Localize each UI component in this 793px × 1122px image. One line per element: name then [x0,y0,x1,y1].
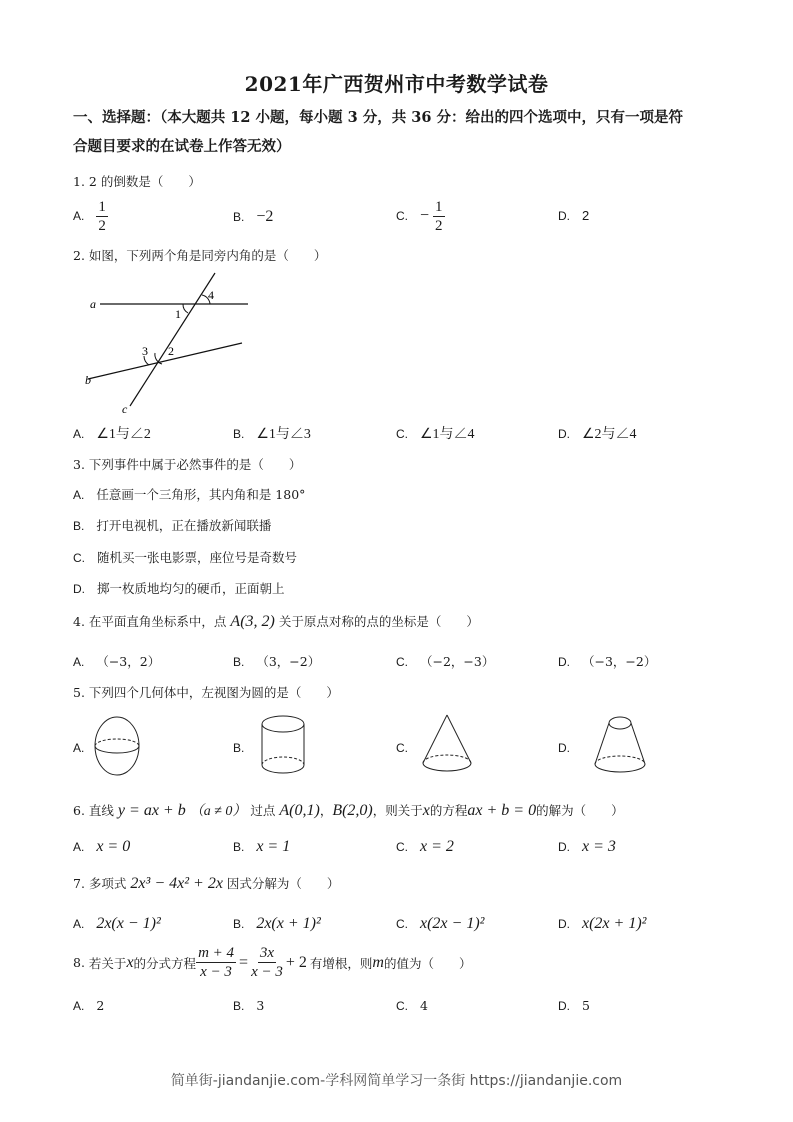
q1-option-a[interactable] [73,198,108,235]
question-text: 的值为（ ） [383,955,472,971]
math-expression: 2x³ − 4x² + 2x [130,875,223,892]
q5-option-d[interactable] [558,740,578,755]
q5-option-a[interactable] [73,740,92,755]
q2-option-d[interactable] [558,423,637,443]
fraction [96,198,108,235]
option-text: （3，−2） [256,654,321,669]
math-condition: （a ≠ 0） [189,804,247,819]
option-label: A. [73,999,85,1013]
option-text: 任意画一个三角形，其内角和是 180° [96,487,306,502]
q4-option-c[interactable] [396,652,494,670]
option-text: （−3，2） [96,654,161,669]
option-label: A. [73,427,85,441]
math-expression: A(3, 2) [230,613,275,630]
question-number: 4. [73,614,85,629]
option-label: C. [396,917,408,931]
plus-term: + 2 [285,953,307,971]
option-text: 随机买一张电影票，座位号是奇数号 [96,550,297,565]
option-label: A. [73,488,85,502]
q3-option-d[interactable] [73,579,285,597]
option-label: B. [233,917,245,931]
option-label: A. [73,840,85,854]
option-label: B. [233,210,245,224]
page-title: 2021年广西贺州市中考数学试卷 [244,72,549,96]
option-label: D. [558,427,570,441]
question-text: 多项式 [88,876,127,891]
question-text: 过点 [250,803,276,818]
label-b: b [85,373,91,387]
option-text: 2 [581,208,590,223]
option-text: （−2，−3） [419,654,495,669]
option-label: D. [558,741,570,755]
question-number: 5. [73,685,85,700]
question-number: 6. [73,803,85,818]
q4-option-d[interactable] [558,652,656,670]
cylinder-icon [258,713,308,777]
option-label: B. [233,999,245,1013]
numerator: m + 4 [198,945,235,961]
option-label: C. [396,741,408,755]
q1-option-d[interactable] [558,208,589,223]
option-label: D. [558,209,570,223]
option-text: ∠1与∠2 [96,427,151,442]
q1-option-b[interactable] [233,208,273,226]
numerator: 1 [98,199,106,215]
q7-option-a[interactable] [73,915,161,933]
option-label: C. [396,840,408,854]
label-angle-2: 2 [168,344,174,358]
fraction-left [196,944,236,981]
line-c [130,273,215,406]
question-text: 的方程 [429,803,468,818]
equals-sign: = [239,953,249,971]
math-variable: x [126,953,134,971]
footer-watermark: 简单街-jiandanjie.com-学科网简单学习一条街 https://jiandanjie.com [170,1073,623,1089]
question-4-stem [73,612,479,631]
q5-option-c[interactable] [396,740,416,755]
option-text: 打开电视机，正在播放新闻联播 [96,518,272,533]
label-angle-3: 3 [142,344,148,358]
option-label: C. [396,999,408,1013]
q7-option-d[interactable] [558,915,646,933]
option-text: x(2x − 1)² [419,915,485,932]
option-label: D. [558,840,570,854]
q4-option-b[interactable] [233,652,320,670]
q3-option-c[interactable] [73,548,297,566]
option-label: A. [73,917,85,931]
option-label: A. [73,741,85,755]
option-text: x = 0 [96,838,131,855]
question-text: 如图，下列两个角是同旁内角的是（ ） [88,248,327,263]
question-number: 1. [73,174,85,189]
question-text: 有增根，则 [309,955,373,971]
q3-option-b[interactable] [73,516,271,534]
question-text: 下列事件中属于必然事件的是（ ） [88,457,302,472]
question-number: 7. [73,876,85,891]
question-text: ，则关于 [372,803,423,818]
question-7-stem [73,874,339,893]
option-text: x = 3 [581,838,616,855]
question-number: 2. [73,248,85,263]
sphere-icon [92,715,142,777]
question-2-stem [73,246,326,264]
q8-option-d[interactable] [558,998,590,1013]
question-text: 下列四个几何体中，左视图为圆的是（ ） [88,685,339,700]
fraction [433,198,445,235]
option-label: A. [73,209,85,223]
math-equation: ax + b = 0 [467,802,537,819]
option-text: 2 [96,998,105,1013]
label-angle-1: 1 [175,307,181,321]
option-text: x = 2 [419,838,454,855]
denominator: x − 3 [200,964,232,980]
question-number: 8. [73,955,85,970]
math-variable: m [372,953,384,971]
q2-option-c[interactable] [396,423,475,443]
question-text: 若关于 [88,955,127,971]
option-text: ∠1与∠4 [419,427,475,442]
option-text: 5 [581,998,590,1013]
fraction-right [251,944,283,981]
q1-option-c[interactable] [396,198,445,235]
question-text: 的分式方程 [133,955,197,971]
q7-option-c[interactable] [396,915,484,933]
option-text: ∠2与∠4 [581,427,637,442]
label-a: a [90,297,96,311]
label-angle-4: 4 [208,288,214,302]
option-label: D. [558,917,570,931]
angle-1-arc [183,304,188,313]
denominator: 2 [98,218,106,234]
option-text: x = 1 [256,838,291,855]
q4-option-a[interactable] [73,652,160,670]
q6-option-c[interactable] [396,838,454,856]
q6-option-d[interactable] [558,838,616,856]
q8-option-a[interactable] [73,998,104,1013]
q8-option-b[interactable] [233,998,264,1013]
cone-icon [420,713,474,777]
question-5-stem [73,683,339,701]
option-label: C. [73,551,85,565]
question-8-stem [73,944,471,981]
q2-option-b[interactable] [233,423,311,443]
question-text: 2 的倒数是（ ） [88,174,201,189]
math-variable: x [422,802,430,819]
question-1-stem [73,172,201,190]
option-label: C. [396,209,408,223]
option-label: C. [396,655,408,669]
option-text: ∠1与∠3 [256,427,311,442]
math-point-a: A(0,1) [279,802,320,819]
numerator: 3x [259,945,275,961]
minus-sign: − [419,207,430,224]
option-label: B. [73,519,85,533]
question-number: 3. [73,457,85,472]
label-c: c [122,402,128,416]
option-label: B. [233,741,245,755]
line-b [88,343,242,379]
frustum-icon [592,713,648,777]
option-text: （−3，−2） [581,654,657,669]
option-text: x(2x + 1)² [581,915,647,932]
section-heading-line1: 一、选择题：（本大题共 12 小题，每小题 3 分，共 36 分：给出的四个选项中，只有一项是符 [73,109,683,126]
parallel-lines-figure [80,268,255,418]
question-text: 因式分解为（ ） [226,876,340,891]
option-label: D. [558,999,570,1013]
option-label: B. [233,840,245,854]
option-label: A. [73,655,85,669]
question-6-stem [73,800,624,820]
option-text: 2x(x − 1)² [96,915,161,932]
numerator: 1 [435,199,443,215]
q8-option-c[interactable] [396,998,428,1013]
option-text: 3 [256,998,265,1013]
separator: ， [319,803,333,818]
option-label: D. [558,655,570,669]
option-label: C. [396,427,408,441]
denominator: 2 [435,218,443,234]
option-text: 2x(x + 1)² [256,915,321,932]
q7-option-b[interactable] [233,915,321,933]
q6-option-a[interactable] [73,838,130,856]
q6-option-b[interactable] [233,838,290,856]
math-expression: y = ax + b [117,802,186,819]
option-label: B. [233,427,245,441]
q3-option-a[interactable] [73,485,305,503]
math-point-b: B(2,0) [332,802,373,819]
section-heading-line2: 合题目要求的在试卷上作答无效） [73,138,291,155]
option-text: −2 [256,208,274,225]
option-text: 4 [419,998,428,1013]
q5-option-b[interactable] [233,740,252,755]
question-text: 的解为（ ） [536,803,624,818]
question-text: 关于原点对称的点的坐标是（ ） [278,614,479,629]
option-label: B. [233,655,245,669]
denominator: x − 3 [251,964,283,980]
option-text: 掷一枚质地均匀的硬币，正面朝上 [96,581,285,596]
question-3-stem [73,455,301,473]
section-heading [73,103,733,161]
question-text: 直线 [88,803,114,818]
option-label: D. [73,582,85,596]
question-text: 在平面直角坐标系中，点 [88,614,227,629]
q2-option-a[interactable] [73,423,151,443]
